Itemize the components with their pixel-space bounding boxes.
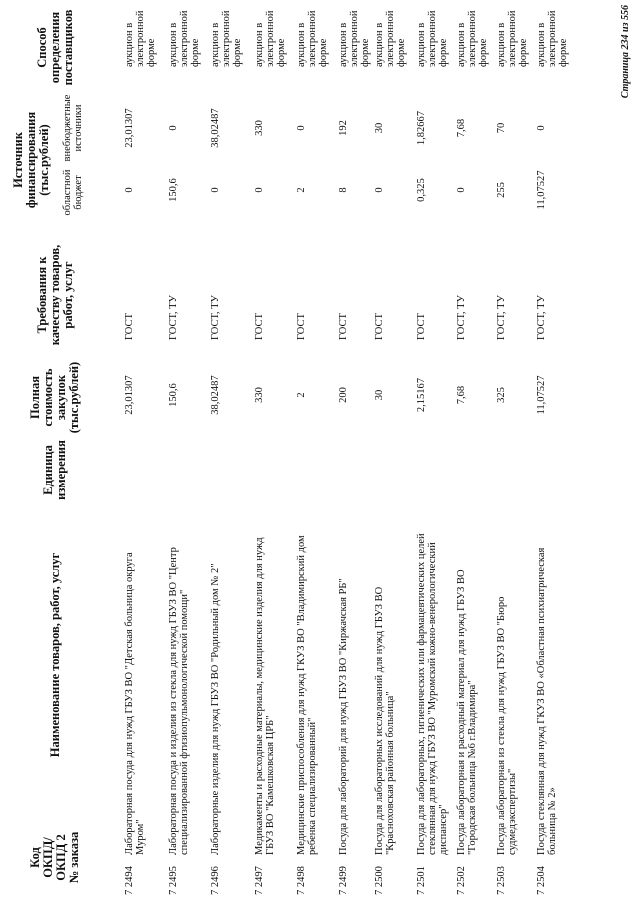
cell-name: Лабораторные изделия для нужд ГБУЗ ВО "Родильный дом № 2" — [210, 563, 221, 855]
cell-code: 7 2498 — [296, 866, 307, 895]
cell-cost: 7,68 — [456, 385, 467, 405]
header-funding: Источник финансирования (тыс.рублей) — [10, 111, 51, 209]
cell-regional: 8 — [338, 187, 349, 193]
cell-req: ГОСТ, ТУ — [456, 295, 467, 340]
cell-name: Медикаменты и расходные материалы, медицинские изделия для нужд ГБУЗ ВО "Камешковская ЦРБ" — [254, 537, 276, 855]
cell-cost: 150,6 — [168, 383, 179, 407]
cell-name: Посуда лабораторная из стекла для нужд ГБУЗ ВО "Бюро судмедэкспертизы" — [496, 596, 518, 855]
cell-code: 7 2502 — [456, 866, 467, 895]
cell-regional: 0 — [124, 187, 135, 193]
cell-cost: 30 — [374, 389, 385, 401]
cell-req: ГОСТ, ТУ — [168, 295, 179, 340]
header-funding-regional: областной бюджет — [62, 169, 84, 216]
cell-regional: 0 — [254, 187, 265, 193]
cell-code: 7 2497 — [254, 866, 265, 895]
cell-cost: 200 — [338, 387, 349, 403]
cell-name: Медицинские приспособления для нужд ГКУЗ ВО "Владимирский дом ребенка специализированный" — [296, 535, 318, 855]
cell-req: ГОСТ — [338, 313, 349, 340]
cell-req: ГОСТ, ТУ — [536, 295, 547, 340]
cell-code: 7 2495 — [168, 866, 179, 895]
cell-cost: 38,02487 — [210, 375, 221, 415]
cell-name: Лабораторная посуда и изделия из стекла для нужд ГБУЗ ВО "Центр специализированной фтизиопульмонологической помощи" — [168, 547, 190, 855]
cell-offbudget: 30 — [374, 122, 385, 134]
header-method: Способ определения поставщиков — [34, 9, 75, 86]
cell-offbudget: 330 — [254, 120, 265, 136]
cell-cost: 11,07527 — [536, 375, 547, 415]
header-name: Наименование товаров, работ, услуг — [47, 552, 62, 758]
cell-regional: 0 — [210, 187, 221, 193]
page-footer: Страница 234 из 556 — [620, 5, 631, 99]
cell-code: 7 2494 — [124, 866, 135, 895]
cell-method: аукцион в электронной форме — [254, 10, 287, 67]
cell-code: 7 2503 — [496, 866, 507, 895]
cell-regional: 255 — [496, 182, 507, 198]
cell-regional: 150,6 — [168, 178, 179, 202]
cell-offbudget: 0 — [536, 125, 547, 131]
header-cost: Полная стоимость закупок (тыс.рублей) — [28, 361, 81, 434]
cell-regional: 0 — [456, 187, 467, 193]
cell-offbudget: 23,01307 — [124, 108, 135, 148]
header-requirements: Требования к качеству товаров, работ, услуг — [34, 244, 75, 346]
cell-method: аукцион в электронной форме — [124, 10, 157, 67]
cell-cost: 23,01307 — [124, 375, 135, 415]
cell-method: аукцион в электронной форме — [374, 10, 407, 67]
cell-regional: 0,325 — [416, 178, 427, 202]
cell-req: ГОСТ, ТУ — [210, 295, 221, 340]
cell-name: Посуда лабораторная и расходный материал для нужд ГБУЗ ВО "Городская больница №6 г.Владимира" — [456, 569, 478, 855]
header-code: Код ОКПД/ ОКПД 2 № заказа — [28, 831, 81, 884]
cell-req: ГОСТ — [254, 313, 265, 340]
cell-method: аукцион в электронной форме — [338, 10, 371, 67]
cell-method: аукцион в электронной форме — [456, 10, 489, 67]
cell-method: аукцион в электронной форме — [168, 10, 201, 67]
cell-cost: 2,15167 — [416, 377, 427, 413]
cell-code: 7 2501 — [416, 866, 427, 895]
cell-req: ГОСТ — [124, 313, 135, 340]
cell-regional: 11,07527 — [536, 170, 547, 210]
cell-cost: 325 — [496, 387, 507, 403]
header-funding-offbudget: внебюджетные источники — [62, 94, 84, 162]
cell-method: аукцион в электронной форме — [536, 10, 569, 67]
cell-offbudget: 0 — [296, 125, 307, 131]
header-unit: Единица измерения — [41, 440, 68, 500]
cell-method: аукцион в электронной форме — [296, 10, 329, 67]
cell-code: 7 2499 — [338, 866, 349, 895]
cell-offbudget: 70 — [496, 122, 507, 134]
cell-req: ГОСТ — [296, 313, 307, 340]
cell-offbudget: 7,68 — [456, 118, 467, 138]
cell-name: Лабораторная посуда для нужд ГБУЗ ВО "Детская больница округа Муром" — [124, 552, 146, 855]
cell-offbudget: 1,82667 — [416, 110, 427, 146]
cell-name: Посуда стеклянная для нужд ГКУЗ ВО «Областная психиатрическая больница № 2» — [536, 547, 558, 855]
cell-cost: 2 — [296, 392, 307, 398]
cell-name: Посуда для лабораторий для нужд ГБУЗ ВО "Киржачская РБ" — [338, 578, 349, 855]
cell-name: Посуда для лабораторных, гигиенических или фармацевтических целей стеклянная для нужд ГБУЗ ВО "Муромский кожно-венерологический диспансер" — [416, 533, 449, 855]
cell-method: аукцион в электронной форме — [210, 10, 243, 67]
cell-req: ГОСТ, ТУ — [496, 295, 507, 340]
cell-regional: 2 — [296, 187, 307, 193]
cell-code: 7 2496 — [210, 866, 221, 895]
cell-code: 7 2504 — [536, 866, 547, 895]
cell-method: аукцион в электронной форме — [496, 10, 529, 67]
cell-regional: 0 — [374, 187, 385, 193]
cell-offbudget: 192 — [338, 120, 349, 136]
cell-offbudget: 0 — [168, 125, 179, 131]
cell-cost: 330 — [254, 387, 265, 403]
cell-method: аукцион в электронной форме — [416, 10, 449, 67]
cell-offbudget: 38,02487 — [210, 108, 221, 148]
cell-name: Посуда для лабораторных исследований для нужд ГБУЗ ВО "Красноховская районная больница" — [374, 586, 396, 855]
cell-code: 7 2500 — [374, 866, 385, 895]
cell-req: ГОСТ — [416, 313, 427, 340]
cell-req: ГОСТ — [374, 313, 385, 340]
